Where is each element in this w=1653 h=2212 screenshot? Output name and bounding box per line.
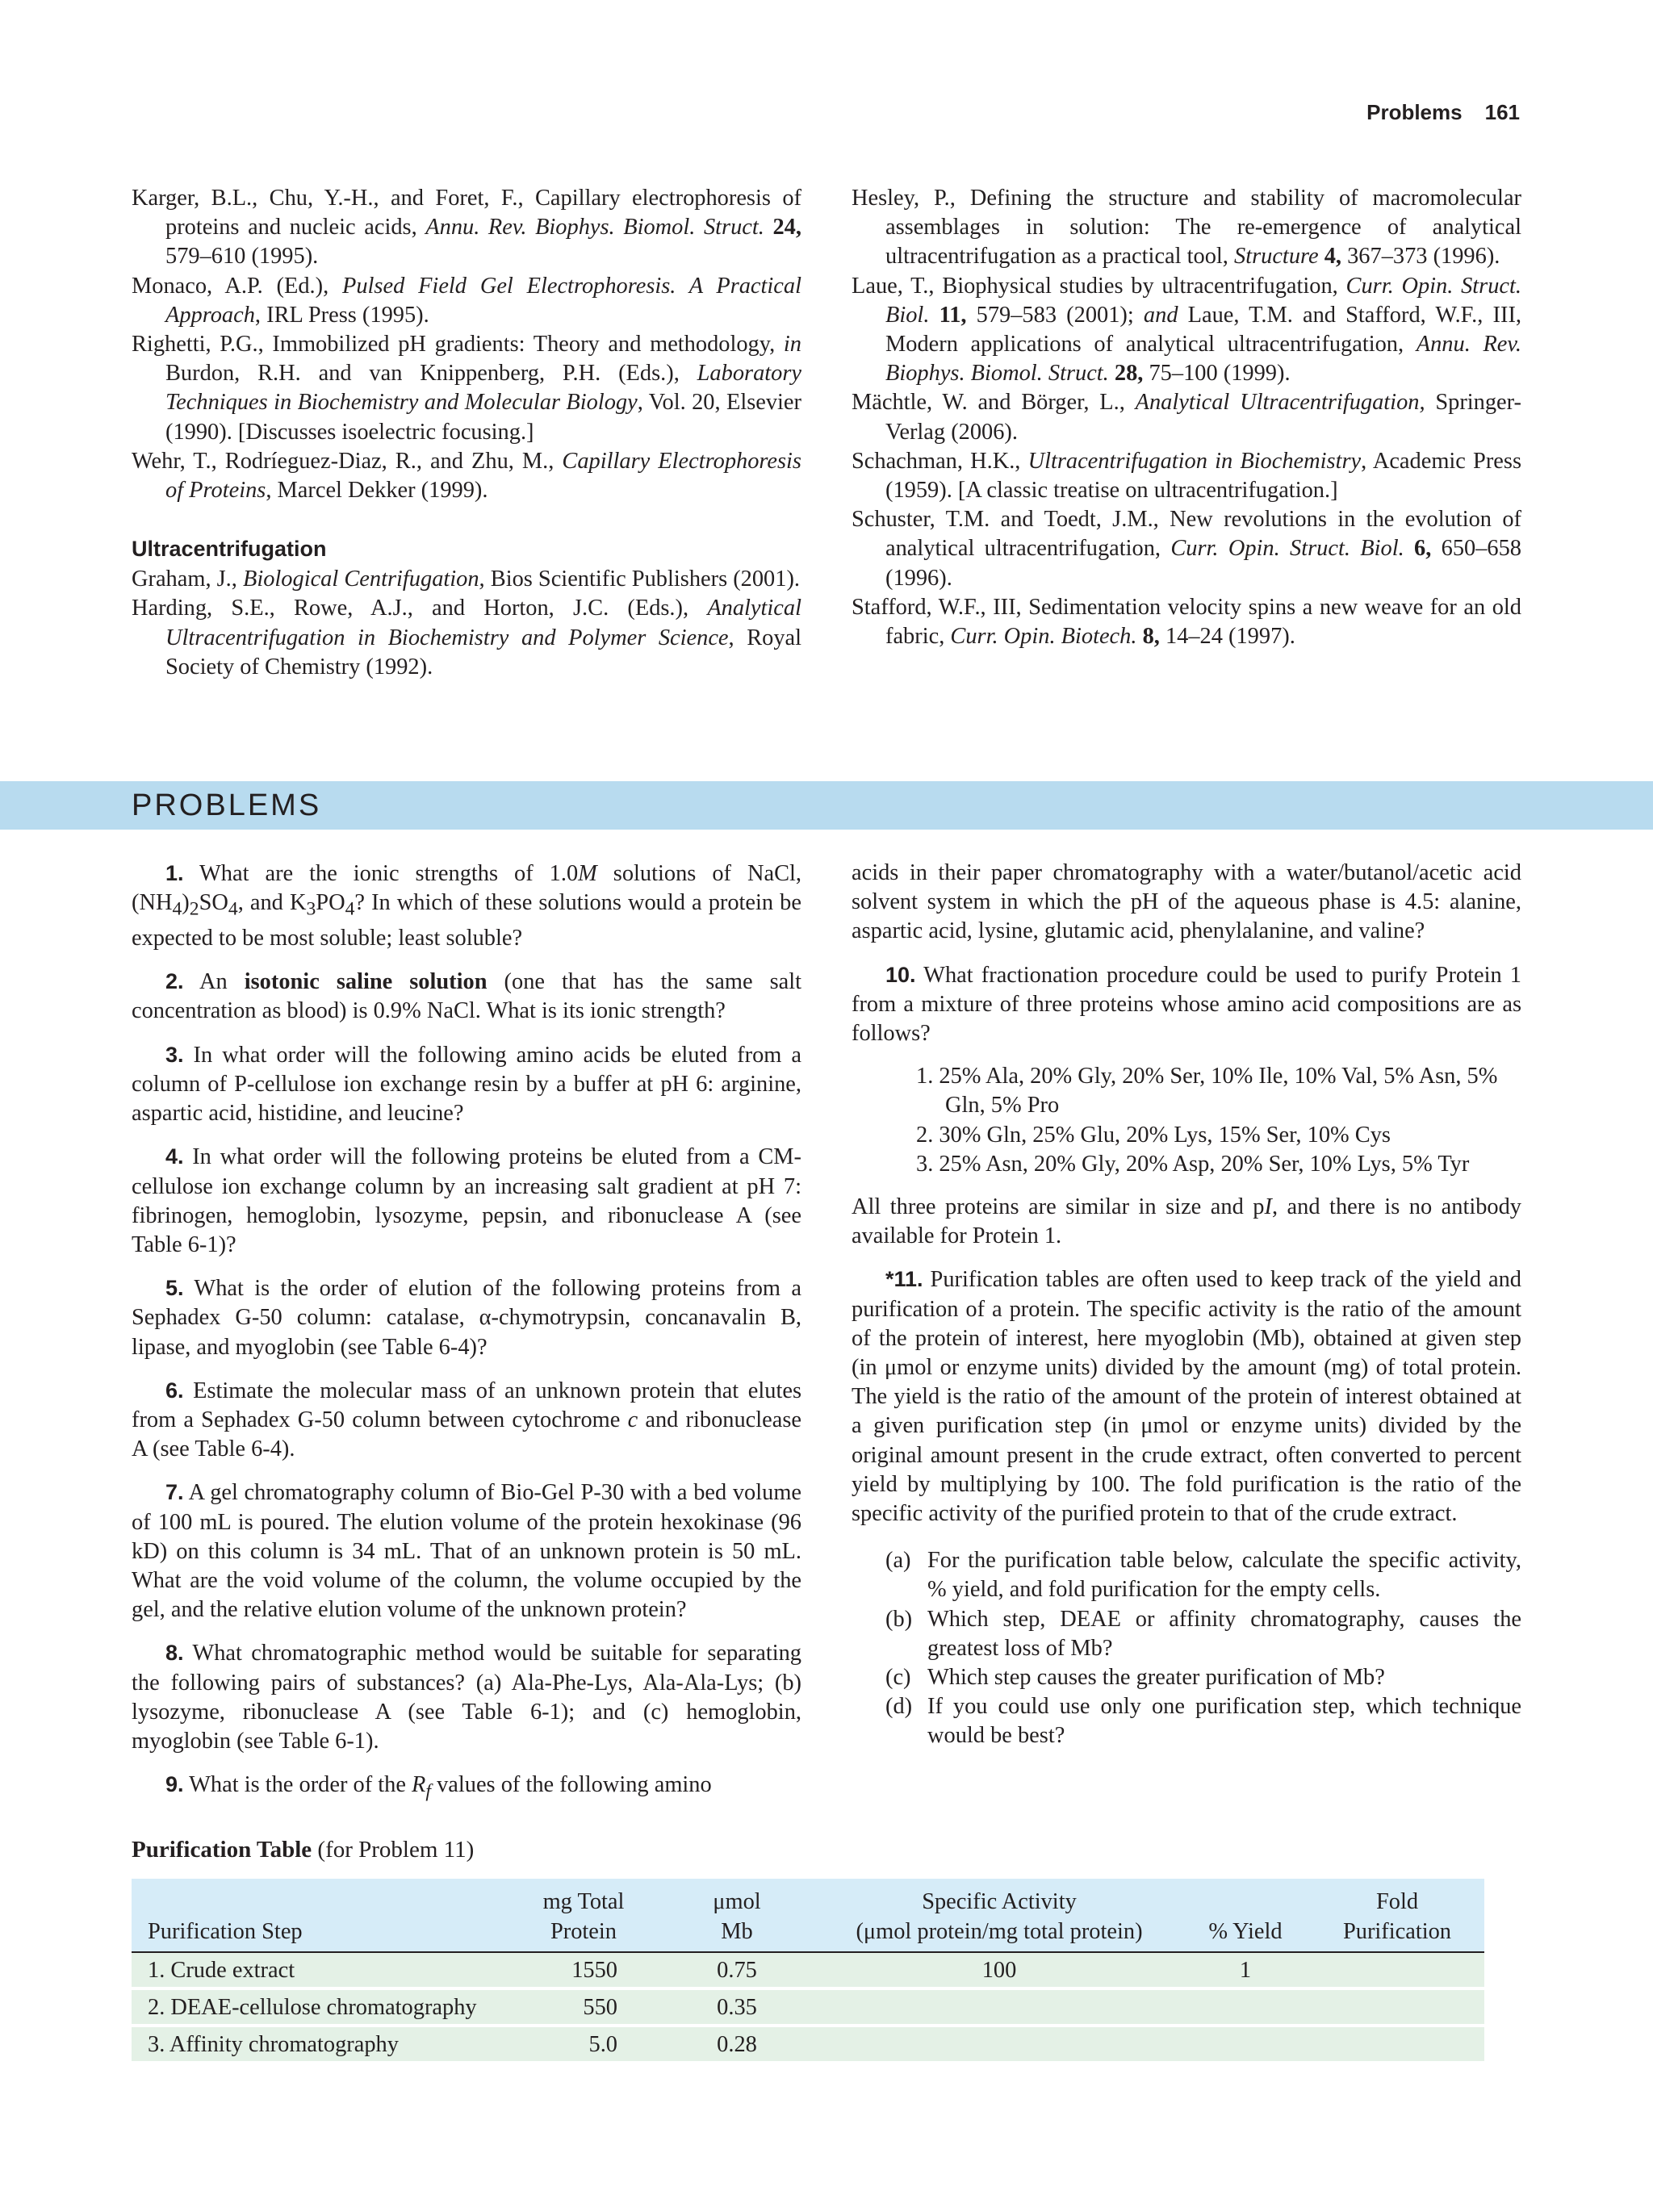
problem-text: In what order will the following amino acids be eluted from a column of P-cellulose ion exchange resin by a buffer at pH 6: arginine, aspartic acid, histidine, and leucine? (132, 1042, 801, 1127)
reference-list (132, 565, 801, 682)
problem-9-continued: acids in their paper chromatography with a water/butanol/acetic acid solvent system in which the pH of the aqueous phase is 4.5: alanine, aspartic acid, lysine, glutamic acid, phenylalanine, and valine? (852, 860, 1521, 944)
question-part (885, 1546, 1521, 1604)
problem-text: What are the ionic strengths of 1.0M solutions of NaCl, $(NH_4)_2SO_4$, and $K_3PO_4$? In which of these solutions would a protein be expected to be most soluble; least soluble? (132, 861, 801, 951)
reference-entry: Schachman, H.K., Ultracentrifugation in Biochemistry, Academic Press (1959). [A classic treatise on ultracentrifugation.] (852, 448, 1521, 504)
reference-entry: Karger, B.L., Chu, Y.-H., and Foret, F., Capillary electrophoresis of proteins and nucleic acids, Annu. Rev. Biophys. Biomol. Struct. 24, 579–610 (1995). (132, 186, 801, 270)
problem-list (132, 859, 801, 1806)
problems-banner (0, 781, 1653, 830)
problem-4 (132, 1142, 801, 1260)
references-right-column (852, 184, 1521, 651)
table-cell (1310, 1988, 1484, 2026)
table-cell: 100 (818, 1952, 1181, 1988)
problem-number: 2. (165, 969, 184, 994)
reference-entry: Graham, J., Biological Centrifugation, Bios Scientific Publishers (2001). (132, 567, 800, 592)
part-text: Which step causes the greater purification of Mb? (927, 1665, 1385, 1691)
table-title (132, 1837, 474, 1863)
table-cell: 1 (1181, 1952, 1310, 1988)
table-row (132, 2026, 1484, 2063)
problem-number: *11. (885, 1267, 923, 1292)
references-left-column (132, 184, 801, 682)
reference-entry: Monaco, A.P. (Ed.), Pulsed Field Gel Electrophoresis. A Practical Approach, IRL Press (1995). (132, 273, 801, 328)
problem-7 (132, 1478, 801, 1625)
problems-left-column (132, 859, 801, 1820)
problem-9 (132, 1770, 801, 1806)
table-cell (818, 2026, 1181, 2063)
column-header: Purification Step (132, 1879, 511, 1952)
column-header: μmol Mb (656, 1879, 818, 1952)
table-cell: 0.75 (656, 1952, 818, 1988)
problem-10 (852, 960, 1521, 1049)
problem-text: What is the order of the $R_f$ values of the following amino (183, 1772, 712, 1802)
table-cell (1181, 1988, 1310, 2026)
table-title-bold: Purification Table (132, 1837, 312, 1863)
table-row (132, 1988, 1484, 2026)
reference-list (852, 184, 1521, 651)
purification-table (132, 1879, 1484, 2064)
problem-number: 8. (165, 1641, 184, 1666)
reference-entry: Mächtle, W. and Börger, L., Analytical Ultracentrifugation, Springer-Verlag (2006). (852, 390, 1521, 445)
table-cell: 0.28 (656, 2026, 818, 2063)
problem-11-parts (852, 1546, 1521, 1750)
header-section: Problems (1366, 100, 1463, 124)
column-header: mg Total Protein (511, 1879, 656, 1952)
question-part (885, 1605, 1521, 1663)
column-header: Specific Activity (μmol protein/mg total protein) (818, 1879, 1181, 1952)
table-row (132, 1952, 1484, 1988)
problem-number: 4. (165, 1144, 184, 1169)
problem-5 (132, 1273, 801, 1362)
table-header-row (132, 1879, 1484, 1952)
part-text: Which step, DEAE or affinity chromatography, causes the greatest loss of Mb? (927, 1606, 1521, 1661)
page-number: 161 (1484, 100, 1520, 124)
problem-6 (132, 1376, 801, 1465)
part-text: For the purification table below, calculate the specific activity, % yield, and fold purification for the empty cells. (927, 1548, 1521, 1603)
composition-list (852, 1062, 1521, 1179)
problem-number: 3. (165, 1042, 184, 1067)
composition-item: 1. 25% Ala, 20% Gly, 20% Ser, 10% Ile, 10% Val, 5% Asn, 5% Gln, 5% Pro (916, 1064, 1498, 1119)
running-header (1366, 100, 1520, 125)
problem-10-note: All three proteins are similar in size and pI, and there is no antibody available for Protein 1. (852, 1194, 1522, 1249)
problems-title: PROBLEMS (132, 788, 322, 822)
reference-list (132, 184, 801, 505)
problem-text: What is the order of elution of the following proteins from a Sephadex G-50 column: catalase, α-chymotrypsin, concanavalin B, lipase, and myoglobin (see Table 6-4)? (132, 1276, 801, 1360)
part-label: (d) (885, 1694, 913, 1720)
reference-entry: Wehr, T., Rodríeguez-Diaz, R., and Zhu, M., Capillary Electrophoresis of Proteins, Marcel Dekker (1999). (132, 448, 801, 504)
problem-text: In what order will the following proteins be eluted from a CM-cellulose ion exchange column by an increasing salt gradient at pH 7: fibrinogen, hemoglobin, lysozyme, pepsin, and ribonuclease A (see Table 6-1)? (132, 1144, 801, 1257)
problems-right-column (852, 859, 1521, 1751)
reference-entry: Laue, T., Biophysical studies by ultracentrifugation, Curr. Opin. Struct. Biol. 11, 579–583 (2001); and Laue, T.M. and Stafford, W.F., III, Modern applications of analytical ultracentrifugation, Annu. Rev. Biophys. Biomol. Struct. 28, 75–100 (1999). (852, 273, 1522, 387)
problem-number: 7. (165, 1480, 184, 1505)
problem-number: 5. (165, 1276, 184, 1301)
problem-text: A gel chromatography column of Bio-Gel P-30 with a bed volume of 100 mL is poured. The elution volume of the protein hexokinase (96 kD) on this column is 34 mL. That of an unknown protein is 50 mL. What are the void volume of the column, the volume occupied by the gel, and the relative elution volume of the unknown protein? (132, 1480, 801, 1623)
table-cell (818, 1988, 1181, 2026)
part-text: If you could use only one purification step, which technique would be best? (927, 1694, 1521, 1749)
table-cell (1310, 2026, 1484, 2063)
table-body (132, 1952, 1484, 2063)
table-cell: 5.0 (511, 2026, 656, 2063)
problem-11 (852, 1265, 1521, 1528)
problem-3 (132, 1040, 801, 1129)
table-cell: 0.35 (656, 1988, 818, 2026)
composition-item: 3. 25% Asn, 20% Gly, 20% Asp, 20% Ser, 10% Lys, 5% Tyr (916, 1151, 1470, 1177)
problem-text: What chromatographic method would be suitable for separating the following pairs of substances? (a) Ala-Phe-Lys, Ala-Ala-Lys; (b) lysozyme, ribonuclease A (see Table 6-1); and (c) hemoglobin, myoglobin (see Table 6-1). (132, 1641, 801, 1754)
part-label: (b) (885, 1606, 913, 1632)
table-title-rest: (for Problem 11) (312, 1837, 475, 1863)
problem-number: 9. (165, 1772, 184, 1797)
part-label: (a) (885, 1548, 911, 1574)
problem-number: 10. (885, 962, 916, 987)
section-heading-ultracentrifugation: Ultracentrifugation (132, 537, 327, 562)
problem-text: Purification tables are often used to keep track of the yield and purification of a protein. The specific activity is the ratio of the amount of the protein of interest, here myoglobin (Mb), obtained at given step (in μmol or enzyme units) divided by the amount (mg) of total protein. The yield is the ratio of the amount of the protein of interest obtained at a given purification step (in μmol or enzyme units) divided by the original amount present in the crude extract, often converted to percent yield by multiplying by 100. The fold purification is the ratio of the specific activity of the purified protein to that of the crude extract. (852, 1267, 1521, 1527)
reference-entry: Schuster, T.M. and Toedt, J.M., New revolutions in the evolution of analytical ultracentrifugation, Curr. Opin. Struct. Biol. 6, 650–658 (1996). (852, 507, 1521, 591)
problem-2 (132, 967, 801, 1026)
reference-entry: Stafford, W.F., III, Sedimentation velocity spins a new weave for an old fabric, Curr. Opin. Biotech. 8, 14–24 (1997). (852, 594, 1521, 650)
part-label: (c) (885, 1665, 911, 1691)
problem-1 (132, 859, 801, 953)
table-cell: 2. DEAE-cellulose chromatography (132, 1988, 511, 2026)
problem-number: 6. (165, 1378, 184, 1403)
question-part (885, 1692, 1521, 1750)
reference-entry: Hesley, P., Defining the structure and stability of macromolecular assemblages in solution: The re-emergence of analytical ultracentrifugation as a practical tool, Structure 4, 367–373 (1996). (852, 186, 1521, 270)
table-cell: 3. Affinity chromatography (132, 2026, 511, 2063)
problem-text: Estimate the molecular mass of an unknown protein that elutes from a Sephadex G-50 column between cytochrome c and ribonuclease A (see Table 6-4). (132, 1378, 801, 1462)
problem-text: What fractionation procedure could be used to purify Protein 1 from a mixture of three proteins whose amino acid compositions are as follows? (852, 962, 1521, 1047)
problem-number: 1. (165, 861, 184, 885)
table-cell: 1550 (511, 1952, 656, 1988)
problem-text: An isotonic saline solution (one that has the same salt concentration as blood) is 0.9% NaCl. What is its ionic strength? (132, 969, 801, 1024)
table-cell: 1. Crude extract (132, 1952, 511, 1988)
reference-entry: Harding, S.E., Rowe, A.J., and Horton, J.C. (Eds.), Analytical Ultracentrifugation in Biochemistry and Polymer Science, Royal Society of Chemistry (1992). (132, 596, 802, 679)
composition-item: 2. 30% Gln, 25% Glu, 20% Lys, 15% Ser, 10% Cys (916, 1122, 1391, 1148)
column-header: Fold Purification (1310, 1879, 1484, 1952)
table-cell (1181, 2026, 1310, 2063)
problem-8 (132, 1638, 801, 1756)
table-cell (1310, 1952, 1484, 1988)
reference-entry: Righetti, P.G., Immobilized pH gradients: Theory and methodology, in Burdon, R.H. and van Knippenberg, P.H. (Eds.), Laboratory Techniques in Biochemistry and Molecular Biology, Vol. 20, Elsevier (1990). [Discusses isoelectric focusing.] (132, 332, 801, 445)
column-header: % Yield (1181, 1879, 1310, 1952)
table-cell: 550 (511, 1988, 656, 2026)
question-part (885, 1663, 1521, 1692)
